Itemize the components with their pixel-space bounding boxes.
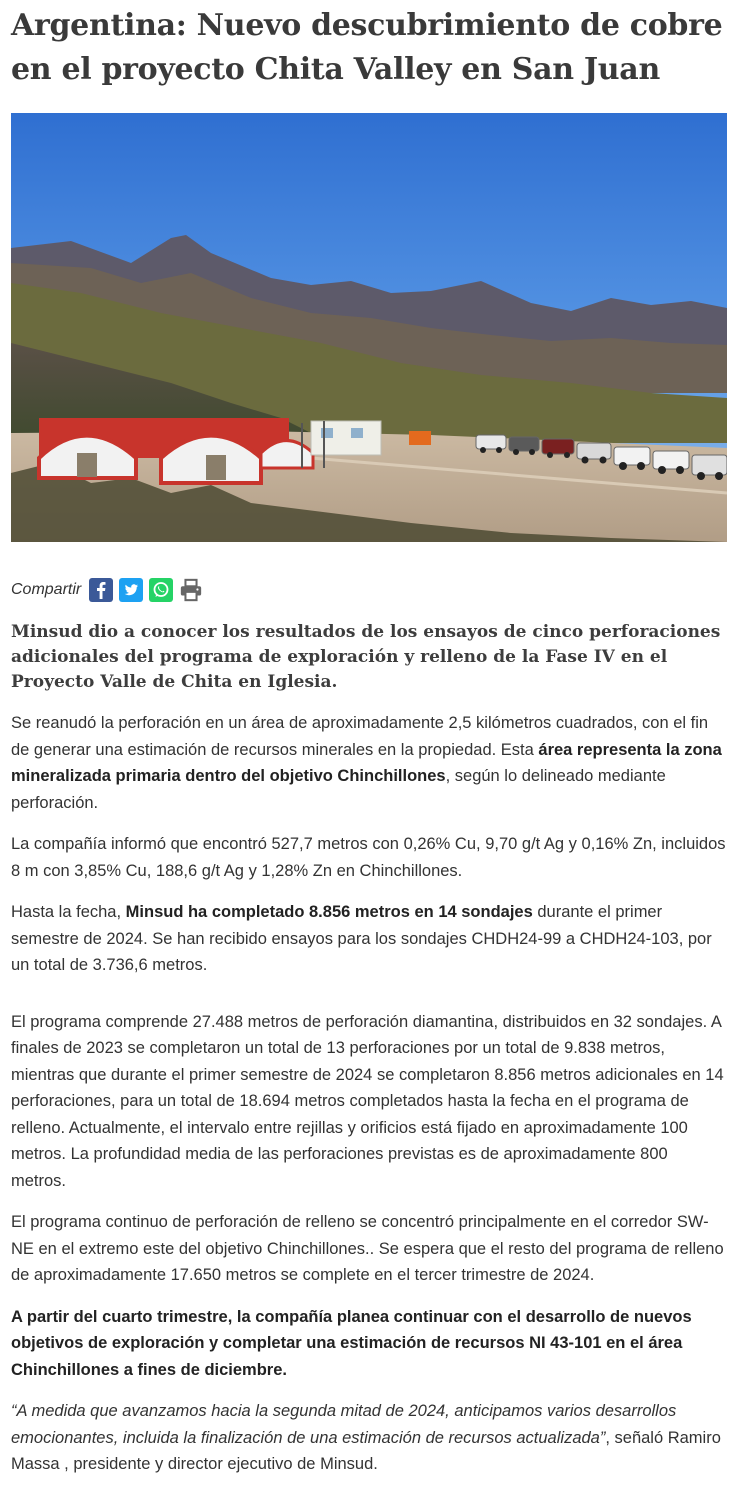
article-lead: Minsud dio a conocer los resultados de los ensayos de cinco perforaciones adicionales del programa de exploración y relleno de la Fase IV en el Proyecto Valle de Chita en Iglesia. [11, 622, 721, 692]
whatsapp-icon [149, 578, 173, 602]
paragraph-1-bold: área representa la zona mineralizada primaria dentro del objetivo Chinchillones [11, 740, 722, 785]
article [11, 0, 727, 1478]
paragraph-1-text-a: Se reanudó la perforación en un área de aproximadamente 2,5 kilómetros cuadrados, con el fin de generar una estimación de recursos minerales en la propiedad. Esta [11, 714, 709, 759]
share-bar [11, 575, 727, 605]
share-label: Compartir [11, 581, 82, 598]
twitter-icon [119, 578, 143, 602]
paragraph-7-quote: “A medida que avanzamos hacia la segunda mitad de 2024, anticipamos varios desarrollos emocionantes, incluida la finalización de una estimación de recursos actualizada” [11, 1402, 677, 1447]
whatsapp-share-button[interactable] [149, 578, 173, 602]
paragraph-1-text-c: , según lo delineado mediante perforación. [11, 767, 666, 812]
paragraph-7 [11, 1398, 727, 1478]
paragraph-3 [11, 899, 727, 979]
facebook-share-button[interactable] [89, 578, 113, 602]
paragraph-2: La compañía informó que encontró 527,7 metros con 0,26% Cu, 9,70 g/t Ag y 0,16% Zn, incluidos 8 m con 3,85% Cu, 188,6 g/t Ag y 1,28% Zn en Chinchillones. [11, 835, 726, 880]
print-button[interactable] [179, 578, 203, 602]
hero-image [11, 113, 727, 542]
paragraph-6: A partir del cuarto trimestre, la compañía planea continuar con el desarrollo de nuevos objetivos de exploración y completar una estimación de recursos NI 43-101 en el área Chinchillones a fines de diciembre. [11, 1307, 692, 1379]
article-title: Argentina: Nuevo descubrimiento de cobre en el proyecto Chita Valley en San Juan [11, 8, 723, 87]
paragraph-4: El programa comprende 27.488 metros de perforación diamantina, distribuidos en 32 sondajes. A finales de 2023 se completaron un total de 13 perforaciones por un total de 9.838 metros, mientras que durante el primer semestre de 2024 se completaron 8.856 metros adicionales en 14 perforaciones, para un total de 18.694 metros completados hasta la fecha en el programa de relleno. Actualmente, el intervalo entre rejillas y orificios está fijado en aproximadamente 100 metros. La profundidad media de las perforaciones previstas es de aproximadamente 800 metros. [11, 1012, 724, 1190]
print-icon [179, 577, 203, 603]
paragraph-3-text-a: Hasta la fecha, [11, 903, 126, 921]
paragraph-5: El programa continuo de perforación de relleno se concentró principalmente en el corredor SW-NE en el extremo este del objetivo Chinchillones.. Se espera que el resto del programa de relleno de aproximadamente 17.650 metros se complete en el tercer trimestre de 2024. [11, 1213, 724, 1284]
paragraph-3-text-c: durante el primer semestre de 2024. Se han recibido ensayos para los sondajes CHDH24-99 a CHDH24-103, por un total de 3.736,6 metros. [11, 903, 712, 974]
paragraph-3-bold: Minsud ha completado 8.856 metros en 14 sondajes [125, 903, 533, 921]
paragraph-1 [11, 710, 727, 816]
mining-camp-photo [11, 113, 727, 542]
twitter-share-button[interactable] [119, 578, 143, 602]
paragraph-7-attribution: , señaló Ramiro Massa , presidente y director ejecutivo de Minsud. [11, 1428, 721, 1473]
facebook-icon [89, 578, 113, 602]
